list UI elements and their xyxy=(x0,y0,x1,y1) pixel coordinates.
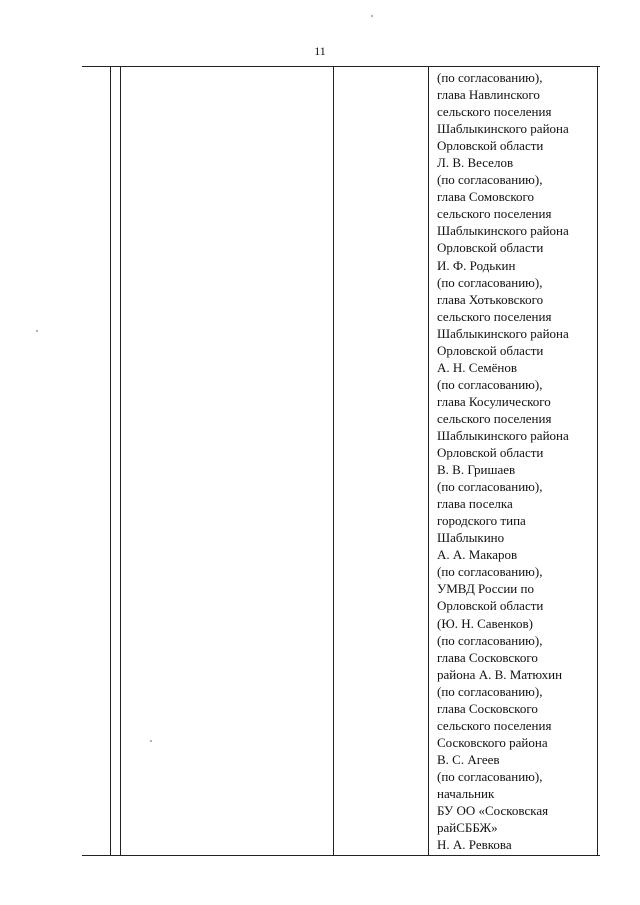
text-line: сельского поселения xyxy=(437,717,552,733)
text-line: Орловской области xyxy=(437,598,544,614)
text-line: Орловской области xyxy=(437,445,544,461)
scan-speck xyxy=(36,330,38,332)
text-line: (по согласованию), xyxy=(437,274,543,290)
column-border xyxy=(597,67,598,855)
text-line: сельского поселения xyxy=(437,410,552,426)
text-line: А. Н. Семёнов xyxy=(437,359,517,375)
text-line: Сосковского района xyxy=(437,734,548,750)
column-border xyxy=(333,67,334,855)
text-line: Шаблыкинского района xyxy=(437,427,569,443)
text-line: сельского поселения xyxy=(437,206,552,222)
text-line: УМВД России по xyxy=(437,581,534,597)
text-line: глава Сомовского xyxy=(437,189,535,205)
text-line: Шаблыкинского района xyxy=(437,223,569,239)
text-line: глава Навлинского xyxy=(437,87,540,103)
text-line: В. В. Гришаев xyxy=(437,462,516,478)
text-line: (Ю. Н. Савенков) xyxy=(437,615,533,631)
column-border xyxy=(120,67,121,855)
text-line: глава Косулического xyxy=(437,393,551,409)
text-line: глава поселка xyxy=(437,496,513,512)
text-line: (по согласованию), xyxy=(437,564,543,580)
text-line: Шаблыкино xyxy=(437,530,505,546)
text-line: БУ ОО «Сосковская xyxy=(437,803,549,819)
scan-speck xyxy=(371,15,373,17)
text-line: Шаблыкинского района xyxy=(437,325,569,341)
text-line: глава Сосковского xyxy=(437,649,538,665)
text-line: И. Ф. Родькин xyxy=(437,257,516,273)
text-line: (по согласованию), xyxy=(437,70,543,85)
text-line: Н. А. Ревкова xyxy=(437,837,512,853)
text-line: (по согласованию), xyxy=(437,172,543,188)
text-line: Орловской области xyxy=(437,240,544,256)
text-line: Л. В. Веселов xyxy=(437,155,514,171)
text-line: начальник xyxy=(437,785,495,801)
text-line: района А. В. Матюхин xyxy=(437,666,563,682)
text-line: глава Сосковского xyxy=(437,700,538,716)
text-line: (по согласованию), xyxy=(437,683,543,699)
text-line: (по согласованию), xyxy=(437,632,543,648)
text-line: (по согласованию), xyxy=(437,479,543,495)
text-line: сельского поселения xyxy=(437,104,552,120)
text-line: райСББЖ» xyxy=(437,820,498,836)
text-line: сельского поселения xyxy=(437,308,552,324)
text-line: Орловской области xyxy=(437,138,544,154)
responsible-persons-cell xyxy=(437,69,595,853)
text-line: В. С. Агеев xyxy=(437,751,500,767)
text-line: А. А. Макаров xyxy=(437,547,518,563)
page-number: 11 xyxy=(314,44,326,58)
column-border xyxy=(428,67,429,855)
text-line: (по согласованию), xyxy=(437,376,543,392)
text-line: (по согласованию), xyxy=(437,768,543,784)
text-line: Шаблыкинского района xyxy=(437,121,569,137)
text-line: городского типа xyxy=(437,513,526,529)
text-line: Орловской области xyxy=(437,342,544,358)
column-border xyxy=(110,67,111,855)
text-line: глава Хотьковского xyxy=(437,291,544,307)
document-table xyxy=(82,66,600,856)
